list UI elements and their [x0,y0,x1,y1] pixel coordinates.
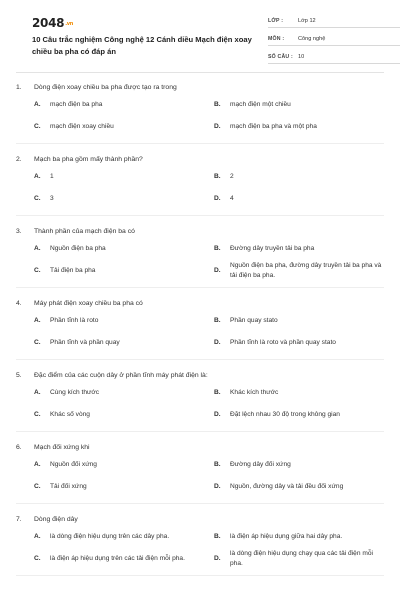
option-key: A. [34,389,41,396]
document-title: 10 Câu trắc nghiệm Công nghệ 12 Cánh diều Mạch điện xoay chiều ba pha có đáp án [32,35,252,56]
option-text: là điện áp hiệu dụng trên các tải điện mỗi pha. [50,555,185,562]
option-text: là điện áp hiệu dụng giữa hai dây pha. [230,533,343,540]
question-number: 6. [16,443,22,451]
option-b[interactable] [214,166,386,188]
question-text: Máy phát điện xoay chiều ba pha có [34,299,143,307]
option-c[interactable] [34,116,206,138]
meta-row-count [268,50,400,64]
option-a[interactable] [34,94,206,116]
option-text: Khác kích thước [230,389,279,396]
meta-value: 10 [298,53,305,60]
meta-key: LỚP : [268,17,284,24]
option-c[interactable] [34,548,206,570]
option-b[interactable] [214,94,386,116]
meta-info [268,14,400,68]
question-text: Thành phần của mạch điện ba có [34,227,135,235]
option-text: mạch điện một chiều [230,101,291,108]
option-text: Nguồn điện ba pha, đường dây truyền tải ba pha và tải điện ba pha. [230,262,382,279]
option-text: mạch điện ba pha [50,101,103,108]
option-a[interactable] [34,310,206,332]
option-text: Đặt lệch nhau 30 độ trong không gian [230,411,340,418]
option-text: mạch điện ba pha và một pha [230,123,317,130]
option-text: Tải điện ba pha [50,267,96,274]
question-text: Dòng điện dây [34,515,78,523]
question-number: 5. [16,371,22,379]
question [16,432,384,504]
option-key: C. [34,195,41,202]
option-text: Nguồn điện ba pha [50,245,106,252]
option-b[interactable] [214,310,386,332]
option-grid [16,310,384,354]
option-grid [16,382,384,426]
question-text: Mạch đối xứng khi [34,443,90,451]
question-stem [16,80,384,94]
option-text: Phần quay stato [230,317,278,324]
option-key: C. [34,339,41,346]
option-key: C. [34,411,41,418]
option-key: B. [214,101,221,108]
option-key: D. [214,411,221,418]
option-grid [16,166,384,210]
option-text: 4 [230,195,234,202]
option-text: mạch điện xoay chiều [50,123,114,130]
option-key: C. [34,483,41,490]
option-b[interactable] [214,454,386,476]
option-d[interactable] [214,548,386,570]
option-key: B. [214,533,221,540]
option-key: C. [34,123,41,130]
option-text: là dòng điện hiệu dụng trên các dây pha. [50,533,170,540]
option-c[interactable] [34,476,206,498]
option-text: là dòng điện hiệu dụng chạy qua các tải điện mỗi pha. [230,550,373,567]
option-d[interactable] [214,116,386,138]
option-key: B. [214,389,221,396]
question-list [16,72,384,576]
meta-key: MÔN : [268,35,285,42]
meta-value: Lớp 12 [298,17,316,24]
option-key: D. [214,267,221,274]
option-d[interactable] [214,260,386,282]
question [16,72,384,144]
option-key: D. [214,339,221,346]
question-number: 4. [16,299,22,307]
logo-suffix: .vn [65,20,74,27]
option-key: B. [214,173,221,180]
option-key: A. [34,317,41,324]
option-c[interactable] [34,332,206,354]
question-number: 2. [16,155,22,163]
option-grid [16,454,384,498]
question-stem [16,512,384,526]
option-text: Nguồn đối xứng [50,461,97,468]
worksheet-header [16,0,384,80]
question [16,144,384,216]
option-key: D. [214,483,221,490]
option-text: Khác số vòng [50,411,90,418]
option-key: D. [214,555,221,562]
option-key: C. [34,267,41,274]
option-c[interactable] [34,188,206,210]
question-text: Đặc điểm của các cuộn dây ở phần tĩnh máy phát điện là: [34,371,208,379]
option-text: Phần tĩnh là roto [50,317,99,324]
option-a[interactable] [34,166,206,188]
option-text: 2 [230,173,234,180]
option-a[interactable] [34,526,206,548]
option-text: Đường dây truyền tải ba pha [230,245,315,252]
option-key: A. [34,101,41,108]
option-b[interactable] [214,526,386,548]
question-stem [16,152,384,166]
meta-value: Công nghệ [298,35,326,42]
meta-row-class [268,14,400,28]
question-text: Dòng điện xoay chiều ba pha được tạo ra trong [34,83,177,91]
option-text: Tải đối xứng [50,483,87,490]
option-text: Nguồn, đường dây và tải đều đối xứng [230,483,344,490]
option-grid [16,238,384,282]
option-text: 1 [50,173,54,180]
option-c[interactable] [34,404,206,426]
option-a[interactable] [34,454,206,476]
option-b[interactable] [214,382,386,404]
question-stem [16,296,384,310]
question [16,288,384,360]
option-key: A. [34,533,41,540]
question-text: Mạch ba pha gồm mấy thành phần? [34,155,143,163]
question-stem [16,440,384,454]
question-number: 3. [16,227,22,235]
option-grid [16,526,384,570]
meta-row-subject [268,32,400,46]
option-key: A. [34,173,41,180]
option-a[interactable] [34,382,206,404]
option-key: D. [214,195,221,202]
meta-key: SỐ CÂU : [268,53,293,60]
option-d[interactable] [214,188,386,210]
option-key: C. [34,555,41,562]
option-text: Đường dây đối xứng [230,461,291,468]
option-d[interactable] [214,404,386,426]
option-d[interactable] [214,476,386,498]
option-key: B. [214,245,221,252]
question [16,504,384,576]
option-c[interactable] [34,260,206,282]
option-key: B. [214,317,221,324]
logo-main: 2048 [32,16,65,30]
option-d[interactable] [214,332,386,354]
option-key: B. [214,461,221,468]
question-number: 1. [16,83,22,91]
option-text: 3 [50,195,54,202]
option-b[interactable] [214,238,386,260]
question-number: 7. [16,515,22,523]
option-key: A. [34,245,41,252]
option-a[interactable] [34,238,206,260]
question [16,360,384,432]
option-key: D. [214,123,221,130]
option-text: Phần tĩnh và phần quay [50,339,120,346]
question-stem [16,224,384,238]
site-logo[interactable] [32,16,73,30]
option-text: Cùng kích thước [50,389,100,396]
question [16,216,384,288]
option-grid [16,94,384,138]
option-key: A. [34,461,41,468]
option-text: Phần tĩnh là roto và phần quay stato [230,339,336,346]
question-stem [16,368,384,382]
